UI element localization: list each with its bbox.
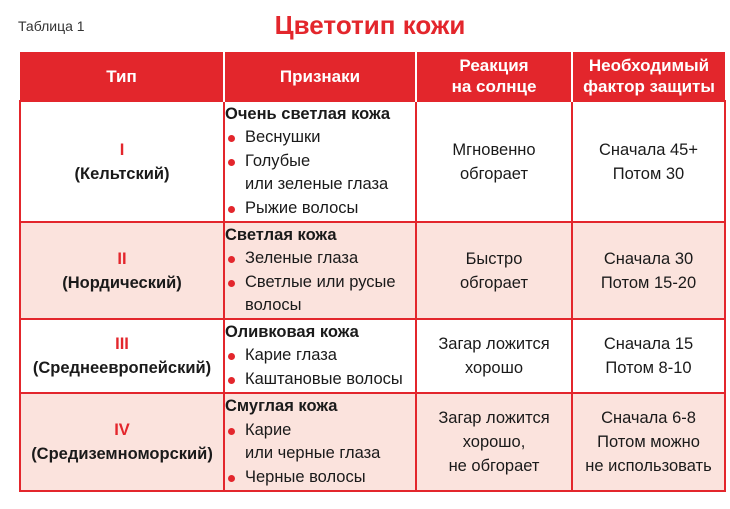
skin-label: Смуглая кожа — [225, 397, 338, 415]
signs-cell — [224, 319, 416, 393]
type-name: (Нордический) — [62, 273, 182, 292]
type-name: (Средиземноморский) — [31, 445, 213, 463]
list-item: Голубые — [225, 150, 415, 174]
list-item: Черные волосы — [225, 466, 415, 490]
table-caption: Таблица 1 — [18, 18, 85, 34]
protection-line: Потом 8-10 — [605, 359, 692, 377]
header-reaction-line2: на солнце — [451, 77, 537, 96]
protection-line: Сначала 6-8 — [601, 409, 696, 427]
table-row — [20, 319, 725, 393]
signs-cell — [224, 393, 416, 491]
header-protection-line1: Необходимый — [588, 56, 710, 75]
type-roman: II — [117, 249, 127, 268]
type-cell — [20, 319, 224, 393]
list-item: Карие глаза — [225, 344, 415, 368]
type-cell — [20, 222, 224, 319]
type-roman: IV — [114, 421, 130, 439]
header-protection — [572, 52, 725, 101]
header-signs: Признаки — [224, 52, 416, 101]
list-item: Светлые или русые — [225, 271, 415, 295]
protection-cell — [572, 101, 725, 222]
reaction-line: Загар ложится — [438, 409, 550, 427]
reaction-line: Мгновенно — [452, 140, 536, 159]
type-cell — [20, 393, 224, 491]
header-type: Тип — [20, 52, 224, 101]
protection-line: Сначала 15 — [603, 335, 694, 353]
list-item-continuation: или зеленые глаза — [245, 175, 389, 194]
reaction-cell — [416, 393, 572, 491]
protection-line: Потом 15-20 — [600, 273, 697, 292]
list-item-continuation: или черные глаза — [245, 444, 381, 462]
list-item-continuation: волосы — [245, 296, 302, 314]
type-roman: I — [119, 140, 125, 159]
protection-line: Потом 30 — [612, 164, 685, 183]
header-reaction-line1: Реакция — [459, 56, 529, 75]
reaction-line: хорошо — [464, 359, 523, 377]
reaction-line: Загар ложится — [438, 335, 550, 353]
protection-cell — [572, 222, 725, 319]
type-name: (Среднеевропейский) — [32, 359, 212, 377]
type-name: (Кельтский) — [74, 164, 170, 183]
reaction-line: хорошо, — [462, 433, 526, 451]
reaction-cell — [416, 222, 572, 319]
list-item: Рыжие волосы — [225, 197, 415, 221]
table-header-row — [20, 52, 725, 101]
protection-cell — [572, 319, 725, 393]
skin-label: Оливковая кожа — [225, 322, 359, 341]
protection-cell — [572, 393, 725, 491]
table-row — [20, 393, 725, 491]
type-roman: III — [115, 335, 129, 353]
type-cell — [20, 101, 224, 222]
reaction-cell — [416, 319, 572, 393]
protection-line: не использовать — [585, 457, 712, 475]
skin-type-table — [19, 52, 726, 492]
header-reaction — [416, 52, 572, 101]
header-protection-line2: фактор защиты — [583, 77, 715, 96]
reaction-line: обгорает — [460, 273, 528, 292]
list-item: Веснушки — [225, 126, 415, 150]
skin-label: Светлая кожа — [225, 225, 337, 244]
reaction-cell — [416, 101, 572, 222]
protection-line: Сначала 45+ — [599, 140, 698, 159]
page-title: Цветотип кожи — [274, 10, 466, 40]
reaction-line: обгорает — [460, 164, 528, 183]
list-item: Карие — [225, 419, 415, 443]
signs-cell — [224, 222, 416, 319]
list-item: Зеленые глаза — [225, 247, 415, 271]
reaction-line: Быстро — [465, 249, 523, 268]
signs-cell — [224, 101, 416, 222]
reaction-line: не обгорает — [448, 457, 540, 475]
list-item: Каштановые волосы — [225, 368, 415, 392]
protection-line: Сначала 30 — [603, 249, 694, 268]
protection-line: Потом можно — [597, 433, 700, 451]
skin-label: Очень светлая кожа — [225, 104, 391, 123]
table-row — [20, 222, 725, 319]
table-row — [20, 101, 725, 222]
